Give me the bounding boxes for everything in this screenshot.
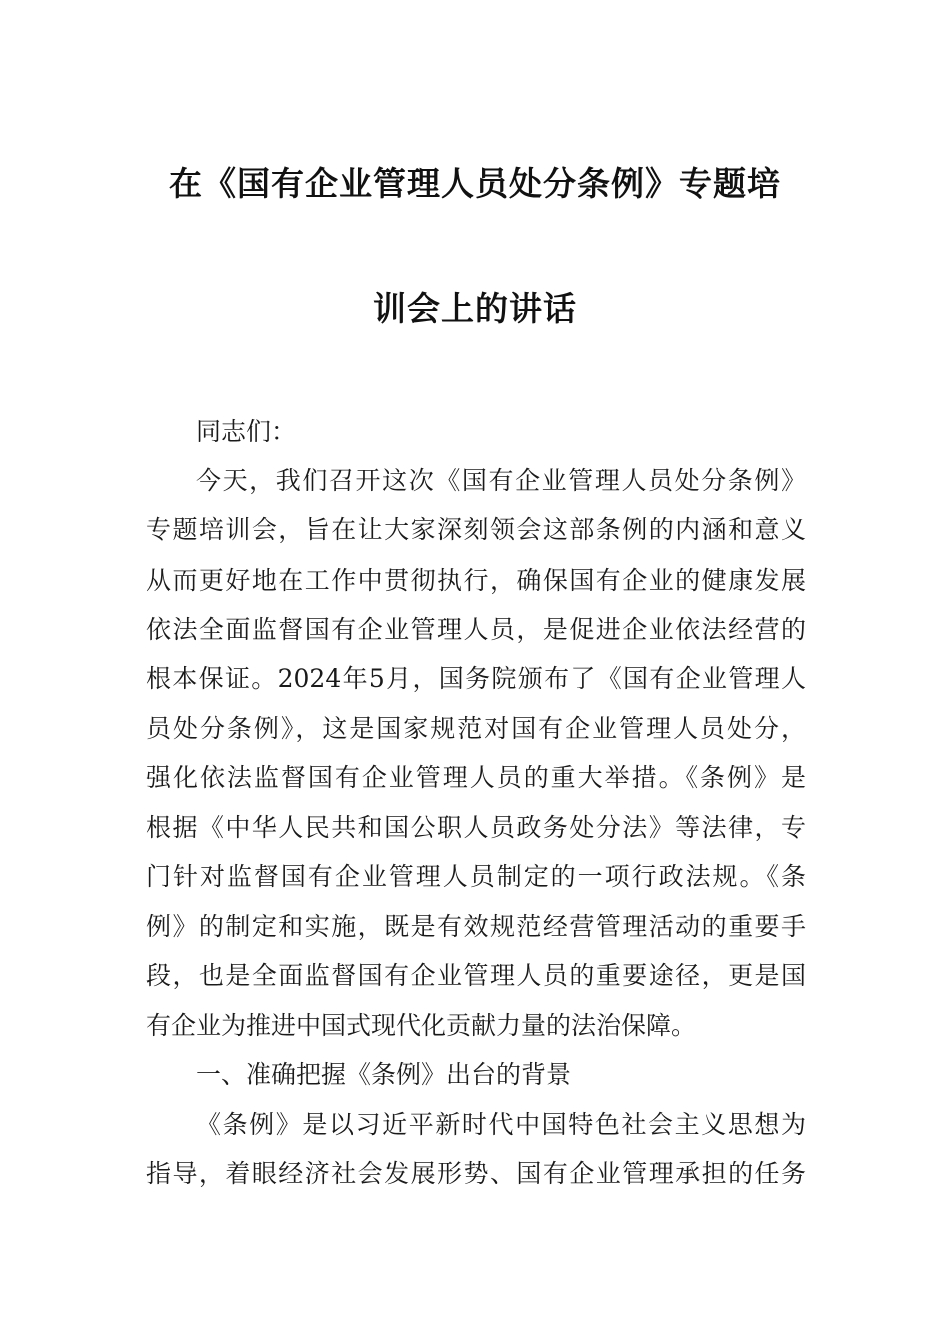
paragraph-line: 强化依法监督国有企业管理人员的重大举措。《条例》是 (146, 763, 806, 792)
document-title-line-2: 训会上的讲话 (373, 289, 577, 328)
paragraph-line: 段，也是全面监督国有企业管理人员的重要途径，更是国 (146, 961, 806, 990)
document-title-line-1: 在《国有企业管理人员处分条例》专题培 (169, 164, 781, 203)
paragraph-line: 有企业为推进中国式现代化贡献力量的法治保障。 (146, 1011, 697, 1040)
paragraph-line: 依法全面监督国有企业管理人员，是促进企业依法经营的 (146, 615, 806, 644)
paragraph-line: 指导，着眼经济社会发展形势、国有企业管理承担的任务 (146, 1159, 806, 1188)
paragraph-line: 员处分条例》，这是国家规范对国有企业管理人员处分， (146, 714, 806, 743)
paragraph-line: 《条例》是以习近平新时代中国特色社会主义思想为 (196, 1110, 806, 1139)
paragraph-line: 专题培训会，旨在让大家深刻领会这部条例的内涵和意义 (146, 515, 806, 544)
paragraph-line: 从而更好地在工作中贯彻执行，确保国有企业的健康发展 (146, 566, 806, 595)
paragraph-line: 根据《中华人民共和国公职人员政务处分法》等法律，专 (146, 813, 806, 842)
paragraph-line: 例》的制定和实施，既是有效规范经营管理活动的重要手 (146, 912, 806, 941)
paragraph-line: 根本保证。2024年5月，国务院颁布了《国有企业管理人 (146, 664, 806, 693)
paragraph-line: 今天，我们召开这次《国有企业管理人员处分条例》 (196, 466, 806, 495)
salutation: 同志们： (196, 417, 297, 446)
paragraph-line: 门针对监督国有企业管理人员制定的一项行政法规。《条 (146, 862, 806, 891)
section-heading: 一、准确把握《条例》出台的背景 (196, 1060, 572, 1089)
